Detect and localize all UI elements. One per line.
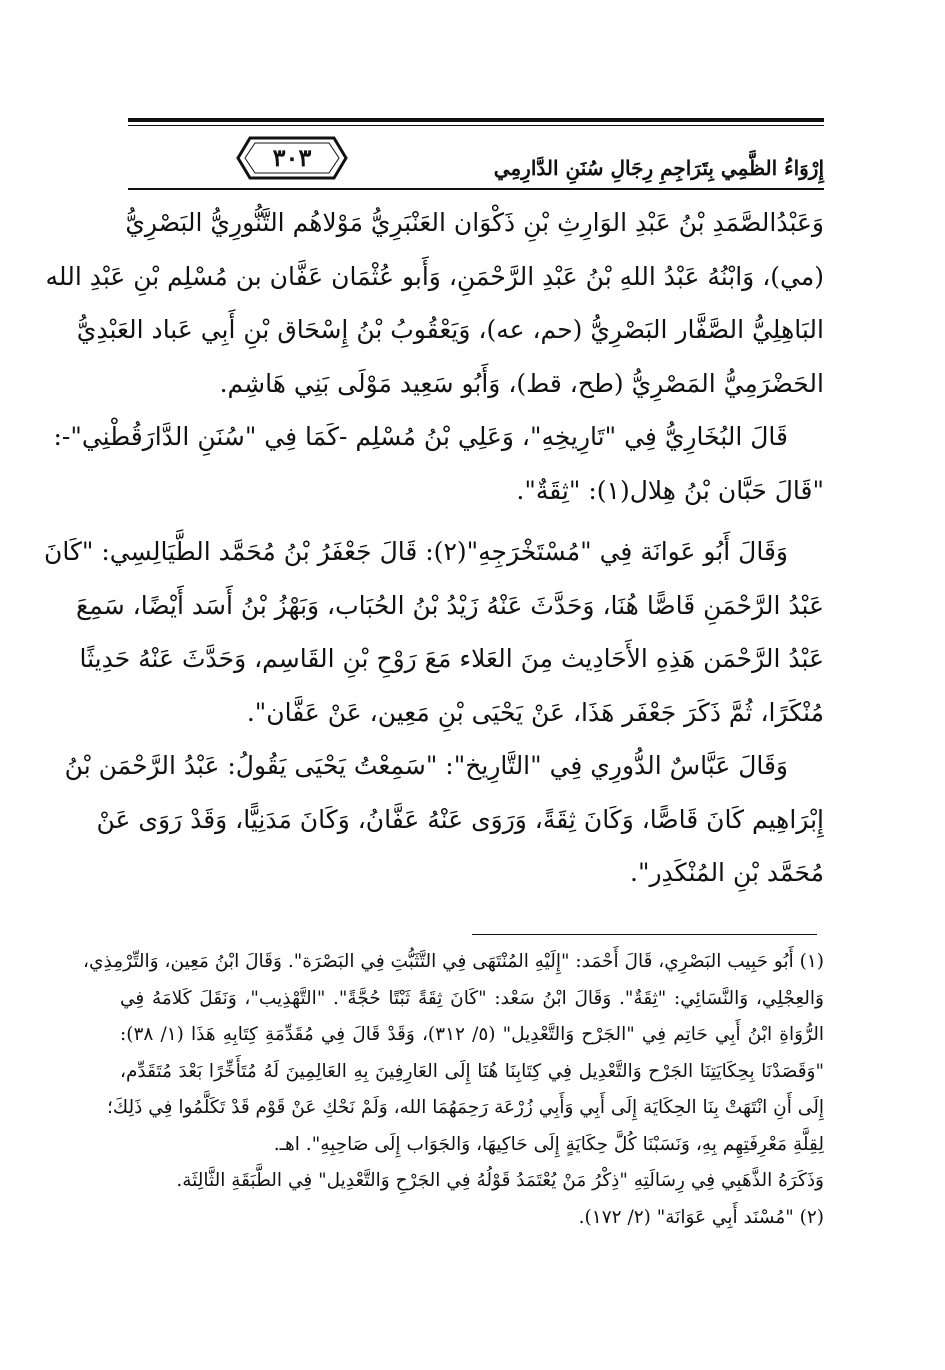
footnote-line: (٢) "مُسْنَد أَبِي عَوَانَة" (٢/ ١٧٢). — [578, 1206, 824, 1228]
text-line: قَالَ البُخَارِيُّ فِي "تَارِيخِهِ"، وَعَلِي بْنُ مُسْلِم -كَمَا فِي "سُنَنِ الدَّارَقُطْنِي"-: — [53, 422, 788, 451]
text-line: مُنْكَرًا، ثُمَّ ذَكَرَ جَعْفَر هَذَا، عَنْ يَحْيَى بْنِ مَعِين، عَنْ عَفَّان". — [246, 697, 824, 727]
page-number: ٣٠٣ — [272, 143, 312, 172]
text-line: وَعَبْدُالصَّمَدِ بْنُ عَبْدِ الوَارِثِ بْنِ ذَكْوَان العَنْبَرِيُّ مَوْلاهُم التَّنُّورِيُّ البَصْرِيُّ — [125, 208, 824, 237]
text-line: "قَالَ حَبَّان بْنُ هِلال(١): "ثِقَةٌ". — [516, 475, 824, 505]
header-bottom-rule — [128, 188, 824, 190]
footnote-line: وَالعِجْلِي، وَالنَّسَائِي: "ثِقَةٌ". وَقَالَ ابْنُ سَعْد: "كَانَ ثِقَةً ثَبْتًا حُجَّةً". "التَّهْذِيب"، وَنَقَلَ كَلامَهُ فِي — [120, 987, 824, 1009]
header-thin-rule — [128, 125, 824, 126]
text-line: (مي)، وَابْنُهُ عَبْدُ اللهِ بْنُ عَبْدِ الرَّحْمَنِ، وَأَبو عُثْمَان عَفَّان بن مُسْلِم بْنِ عَبْدِ الله — [45, 261, 824, 291]
main-text — [44, 196, 824, 900]
text-line: عَبْدُ الرَّحْمَن هَذِهِ الأَحَادِيث مِنَ العَلاء مَعَ رَوْحِ بْنِ القَاسِم، وَحَدَّثَ عَنْهُ حَدِيثًا — [79, 644, 824, 673]
text-line: وَقَالَ أَبُو عَوانَة فِي "مُسْتَخْرَجِهِ"(٢): قَالَ جَعْفَرُ بْنُ مُحَمَّد الطَّيَالِسِي: "كَانَ — [44, 537, 788, 566]
text-line: عَبْدُ الرَّحْمَنِ قَاصًّا هُنَا، وَحَدَّثَ عَنْهُ زَيْدُ بْنُ الحُبَاب، وَبَهْزُ بْنُ أَسَد أَيْضًا، سَمِعَ — [76, 590, 824, 620]
text-line: الحَضْرَمِيُّ المَصْرِيُّ (طح، قط)، وَأَبُو سَعِيد مَوْلَى بَنِي هَاشِم. — [219, 368, 824, 398]
running-title: إِرْوَاءُ الظَّمِي بِتَرَاجِمِ رِجَالِ سُنَنِ الدَّارِمِي — [493, 156, 824, 180]
text-line: وَقَالَ عَبَّاسٌ الدُّورِي فِي "التَّارِيخ": "سَمِعْتُ يَحْيَى يَقُولُ: عَبْدُ الرَّحْمَن بْنُ — [64, 751, 788, 780]
footnote-separator — [472, 934, 817, 935]
footnote-line: لِقِلَّةِ مَعْرِفَتِهِم بِهِ، وَنَسَبْنَا كُلَّ حِكَايَةٍ إِلَى حَاكِيهَا، وَالجَوَاب إِلَى صَاحِبِهِ". اهـ. — [273, 1133, 824, 1155]
footnote-line: (١) أَبُو حَبِيب البَصْرِي، قَالَ أَحْمَد: "إِلَيْهِ المُنْتَهَى فِي التَّثَبُّتِ فِي البَصْرَة". وَقَالَ ابْنُ مَعِين، وَالتِّرْمِذِي، — [83, 951, 824, 972]
footnote-line: وَذَكَرَهُ الذَّهَبِي فِي رِسَالَتِهِ "ذِكْرُ مَنْ يُعْتَمَدُ قَوْلُهُ فِي الجَرْحِ وَالتَّعْدِيل" فِي الطَّبَقَةِ الثَّالِثَة. — [176, 1170, 824, 1191]
footnotes — [83, 944, 824, 1236]
text-line: مُحَمَّد بْنِ المُنْكَدِر". — [630, 858, 824, 887]
text-line: إِبْرَاهِيم كَانَ قَاصًّا، وَكَانَ ثِقَةً، وَرَوَى عَنْهُ عَفَّانُ، وَكَانَ مَدَنِيًّا، وَقَدْ رَوَى عَنْ — [96, 804, 824, 834]
header-thick-rule — [128, 118, 824, 122]
text-line: البَاهِلِيُّ الصَّفَّار البَصْرِيُّ (حم، عه)، وَيَعْقُوبُ بْنُ إِسْحَاق بْنِ أَبِي عَباد العَبْدِيُّ — [76, 315, 824, 344]
footnote-line: إِلَى أَنِ انْتَهَتْ بِنَا الحِكَايَة إِلَى أَبِي وَأَبِي زُرْعَة رَحِمَهُمَا الله، وَلَمْ نَحْكِ عَنْ قَوْم قَدْ تَكَلَّمُوا فِي ذَلِكَ؛ — [106, 1097, 824, 1118]
page-number-frame — [236, 136, 348, 180]
page-header — [128, 118, 824, 188]
footnote-line: الرُّوَاةِ ابْنُ أَبِي حَاتِم فِي "الجَرْح وَالتَّعْدِيل" (٥/ ٣١٢)، وَقَدْ قَالَ فِي مُقَدِّمَةِ كِتَابِهِ هَذَا (١/ ٣٨): — [120, 1024, 824, 1045]
footnote-line: "وَقَصَدْنَا بِحِكَايَتِنَا الجَرْح وَالتَّعْدِيل فِي كِتَابِنَا هُنَا إِلَى العَارِفِينَ بِهِ العَالِمِينَ لَهُ مُتَأَخِّرًا بَعْدَ مُتَقَدِّم، — [120, 1060, 824, 1082]
